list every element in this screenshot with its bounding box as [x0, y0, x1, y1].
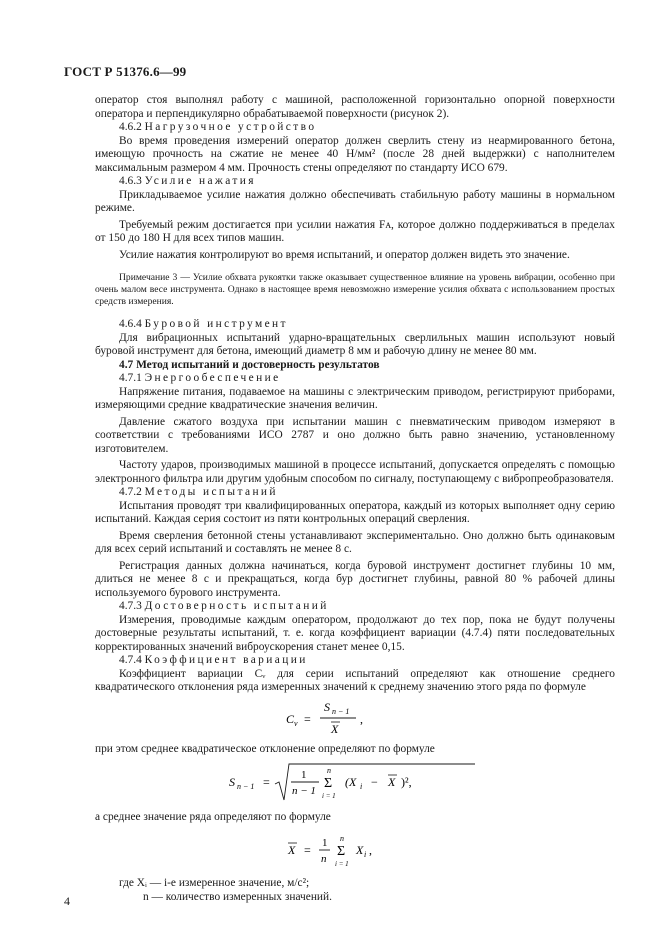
formula-coefficient-of-variation	[95, 698, 615, 741]
document-header: ГОСТ Р 51376.6—99	[64, 64, 187, 79]
section-heading-4-6-2	[119, 121, 615, 135]
formula-number: 1	[301, 768, 307, 781]
section-title: Достоверность испытаний	[144, 600, 329, 612]
section-number: 4.6.3	[119, 175, 142, 187]
formula-equals: =	[263, 774, 270, 789]
section-heading-4-6-4	[119, 318, 615, 332]
formula-symbol: C	[286, 711, 295, 726]
formula-symbol: S	[324, 699, 330, 714]
formula-equals: =	[304, 842, 311, 857]
paragraph: Для вибрационных испытаний ударно-вращательных сверлильных машин используют новый буровой инструмент для бетона, имеющий диаметр 8 мм и рабочую длину не менее 80 мм.	[95, 331, 615, 357]
section-heading-4-6-3	[119, 175, 615, 189]
section-title: Нагрузочное устройство	[144, 121, 317, 133]
section-number: 4.7.3	[119, 600, 142, 612]
formula-symbol: X	[356, 842, 364, 857]
paragraph: Прикладываемое усилие нажатия должно обеспечивать стабильную работу машины в нормальном режиме.	[95, 188, 615, 214]
paragraph: оператор стоя выполнял работу с машиной, расположенной горизонтально опорной поверхности оператора и перпендикулярно обрабатываемой поверхности (рисунок 2).	[95, 94, 615, 120]
formula-equals: =	[304, 711, 311, 726]
formula-minus: −	[371, 774, 378, 789]
formula-subscript: i	[360, 781, 363, 791]
paragraph: Регистрация данных должна начинаться, когда буровой инструмент достигнет глубины 10 мм, длиться не менее 8 с и прекращаться, когда бур достигнет глубины, равной 80 % рабочей длины используемого бурового инструмента.	[95, 559, 615, 599]
formula-standard-deviation	[95, 760, 615, 809]
formula-symbol: X	[388, 774, 396, 789]
section-title: Буровой инструмент	[144, 318, 288, 330]
formula-subscript: n − 1	[237, 781, 255, 791]
formula-symbol: X	[331, 721, 339, 736]
paragraph: при этом среднее квадратическое отклонение определяют по формуле	[95, 743, 435, 755]
formula-subscript: v	[294, 718, 298, 728]
formula-punct: ,	[360, 711, 363, 726]
sum-symbol: Σ	[324, 775, 333, 791]
paragraph: Во время проведения измерений оператор должен сверлить стену из неармированного бетона, имеющую прочность на сжатие не менее 40 Н/мм² (после 28 дней выдержки) с наполнителем максимальным размером 4 мм. Прочность стены определяют по стандарту ИСО 679.	[95, 134, 615, 174]
section-number: 4.7.1	[119, 372, 142, 384]
paragraph: Время сверления бетонной стены устанавливают экспериментально. Оно должно быть одинаковым для всех серий испытаний и составлять не менее 8 с.	[95, 529, 615, 555]
sum-lower-limit: i = 1	[322, 791, 336, 800]
sum-symbol: Σ	[337, 843, 346, 859]
definition-line: n — количество измеренных значений.	[143, 890, 332, 903]
section-title: Усилие нажатия	[144, 175, 256, 187]
section-heading-4-7-1	[119, 372, 615, 386]
formula-punct: ,	[369, 842, 372, 857]
paragraph: Требуемый режим достигается при усилии нажатия Fᴀ, которое должно поддерживаться в пределах от 150 до 180 Н для всех типов машин.	[95, 218, 615, 244]
formula-subscript: n − 1	[332, 706, 350, 716]
definition-line: где Xᵢ — i-е измеренное значение, м/с²;	[119, 877, 310, 889]
paragraph: а среднее значение ряда определяют по формуле	[95, 811, 331, 823]
paragraph: Частоту ударов, производимых машиной в процессе испытаний, допускается определять с помощью электронного фильтра или другим удобным способом по сигналу, поступающему с вибропреобразователя.	[95, 459, 615, 485]
section-heading-4-7-4	[119, 654, 615, 668]
sum-lower-limit: i = 1	[335, 859, 349, 868]
paragraph: Усилие нажатия контролируют во время испытаний, и оператор должен видеть это значение.	[119, 248, 570, 261]
paragraph: Напряжение питания, подаваемое на машины с электрическим приводом, регистрируют приборами, измеряющими средние квадратические значения величин.	[95, 385, 615, 411]
section-title: Методы испытаний	[144, 486, 278, 498]
section-number: 4.7.4	[119, 654, 142, 666]
section-heading-4-7-3	[119, 600, 615, 614]
formula-denominator: n − 1	[292, 784, 316, 797]
section-number: 4.7.2	[119, 486, 142, 498]
section-number: 4.6.4	[119, 318, 142, 330]
section-heading-4-7-2	[119, 486, 615, 500]
paragraph: Коэффициент вариации Cᵥ для серии испытаний определяют как отношение среднего квадратического отклонения ряда измеренных значений к среднему значению этого ряда по формуле	[95, 667, 615, 693]
note-paragraph: Примечание 3 — Усилие обхвата рукоятки также оказывает существенное влияние на уровень вибрации, особенно при очень малом весе инструмента. Однако в настоящее время невозможно измерение усилия обхвата с использованием простых средств измерения.	[95, 272, 615, 307]
section-title: Энергообеспечение	[144, 372, 281, 384]
section-title: Коэффициент вариации	[144, 654, 308, 666]
paragraph: Измерения, проводимые каждым оператором, продолжают до тех пор, пока не будут получены достоверные результаты испытаний, т. е. когда коэффициент вариации (4.7.4) пяти последовательных корректированных значений виброускорения станет менее 0,15.	[95, 613, 615, 653]
page-number: 4	[64, 894, 70, 908]
formula-number: 1	[322, 836, 328, 849]
paragraph: Давление сжатого воздуха при испытании машин с пневматическим приводом измеряют в соответствии с требованиями ИСО 2787 и оно должно быть равно значению, установленному изготовителем.	[95, 415, 615, 455]
sum-upper-limit: n	[340, 833, 344, 843]
section-number: 4.6.2	[119, 121, 142, 133]
formula-denominator: n	[321, 852, 327, 865]
formula-subscript: i	[364, 849, 367, 859]
document-body	[95, 94, 615, 904]
formula-symbol: X	[288, 842, 296, 857]
sum-upper-limit: n	[327, 765, 331, 775]
formula-symbol: S	[229, 774, 235, 789]
formula-symbol: (X	[345, 774, 357, 789]
formula-punct: )²,	[401, 774, 412, 789]
formula-mean-value	[95, 828, 615, 875]
paragraph: Испытания проводят три квалифицированных оператора, каждый из которых выполняет одну серию испытаний. Каждая серия состоит из пяти контрольных операций сверления.	[95, 499, 615, 525]
section-heading-4-7: 4.7 Метод испытаний и достоверность результатов	[119, 358, 380, 371]
